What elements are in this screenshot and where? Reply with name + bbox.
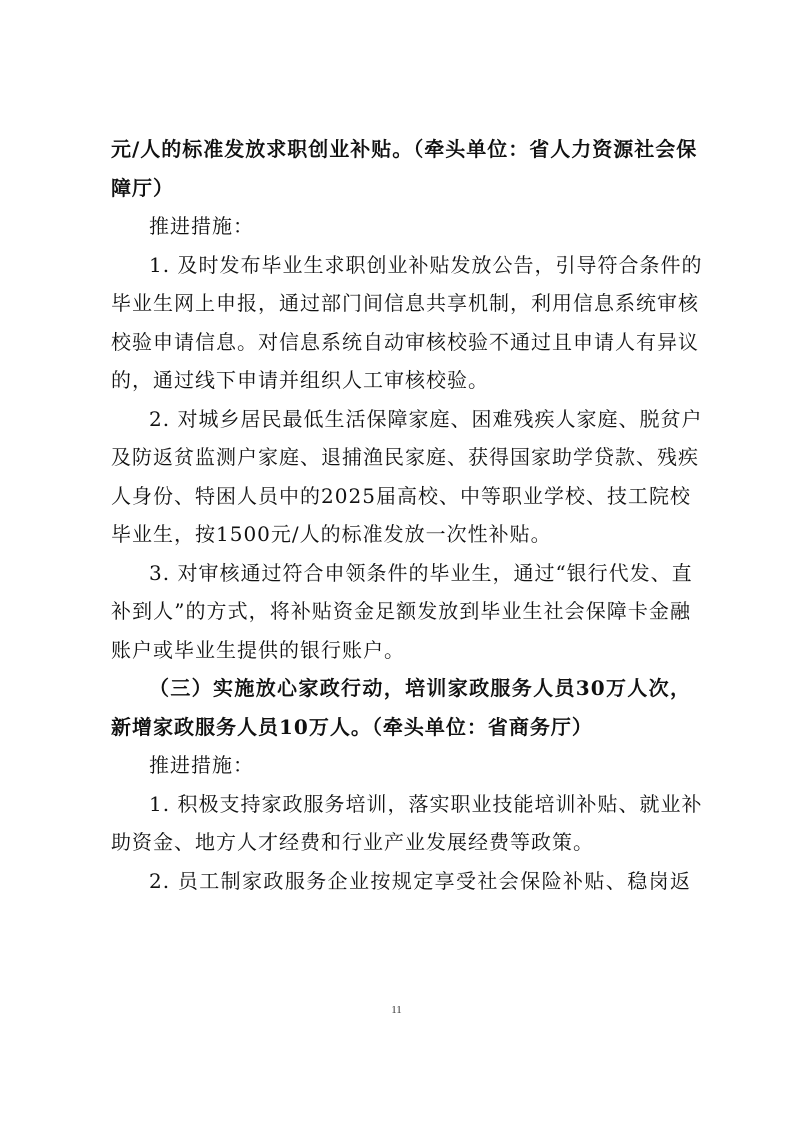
paragraph-line: 2. 对城乡居民最低生活保障家庭、困难残疾人家庭、脱贫户 xyxy=(149,406,703,431)
paragraph-line: 障厅） xyxy=(111,175,174,200)
paragraph-line: 毕业生，按1500元/人的标准发放一次性补贴。 xyxy=(111,522,552,546)
paragraph-line: 新增家政服务人员10万人。（牵头单位：省商务厅） xyxy=(111,714,593,739)
paragraph-line: （三）实施放心家政行动，培训家政服务人员30万人次， xyxy=(149,676,691,700)
paragraph-line: 1. 及时发布毕业生求职创业补贴发放公告，引导符合条件的 xyxy=(149,252,703,277)
paragraph-line: 助资金、地方人才经费和行业产业发展经费等政策。 xyxy=(111,830,594,854)
paragraph-line: 人身份、特困人员中的2025届高校、中等职业学校、技工院校 xyxy=(111,483,691,508)
paragraph-line: 的，通过线下申请并组织人工审核校验。 xyxy=(111,368,489,392)
paragraph-line: 校验申请信息。对信息系统自动审核校验不通过且申请人有异议 xyxy=(111,329,699,354)
paragraph-line: 账户或毕业生提供的银行账户。 xyxy=(111,637,405,662)
paragraph-line: 2. 员工制家政服务企业按规定享受社会保险补贴、稳岗返 xyxy=(149,868,691,893)
page-number: 11 xyxy=(391,1004,402,1016)
section-heading: 推进措施： xyxy=(149,214,254,238)
body-text xyxy=(111,130,703,900)
paragraph-line: 补到人”的方式，将补贴资金足额发放到毕业生社会保障卡金融 xyxy=(111,599,691,623)
paragraph-line: 毕业生网上申报，通过部门间信息共享机制，利用信息系统审核 xyxy=(111,291,699,315)
section-heading: 推进措施： xyxy=(149,753,254,777)
paragraph-line: 元/人的标准发放求职创业补贴。（牵头单位：省人力资源社会保 xyxy=(111,137,698,161)
paragraph-line: 及防返贫监测户家庭、退捕渔民家庭、获得国家助学贷款、残疾 xyxy=(111,445,699,469)
paragraph-line: 1. 积极支持家政服务培训，落实职业技能培训补贴、就业补 xyxy=(149,791,703,816)
paragraph-line: 3. 对审核通过符合申领条件的毕业生，通过“银行代发、直 xyxy=(149,560,693,585)
